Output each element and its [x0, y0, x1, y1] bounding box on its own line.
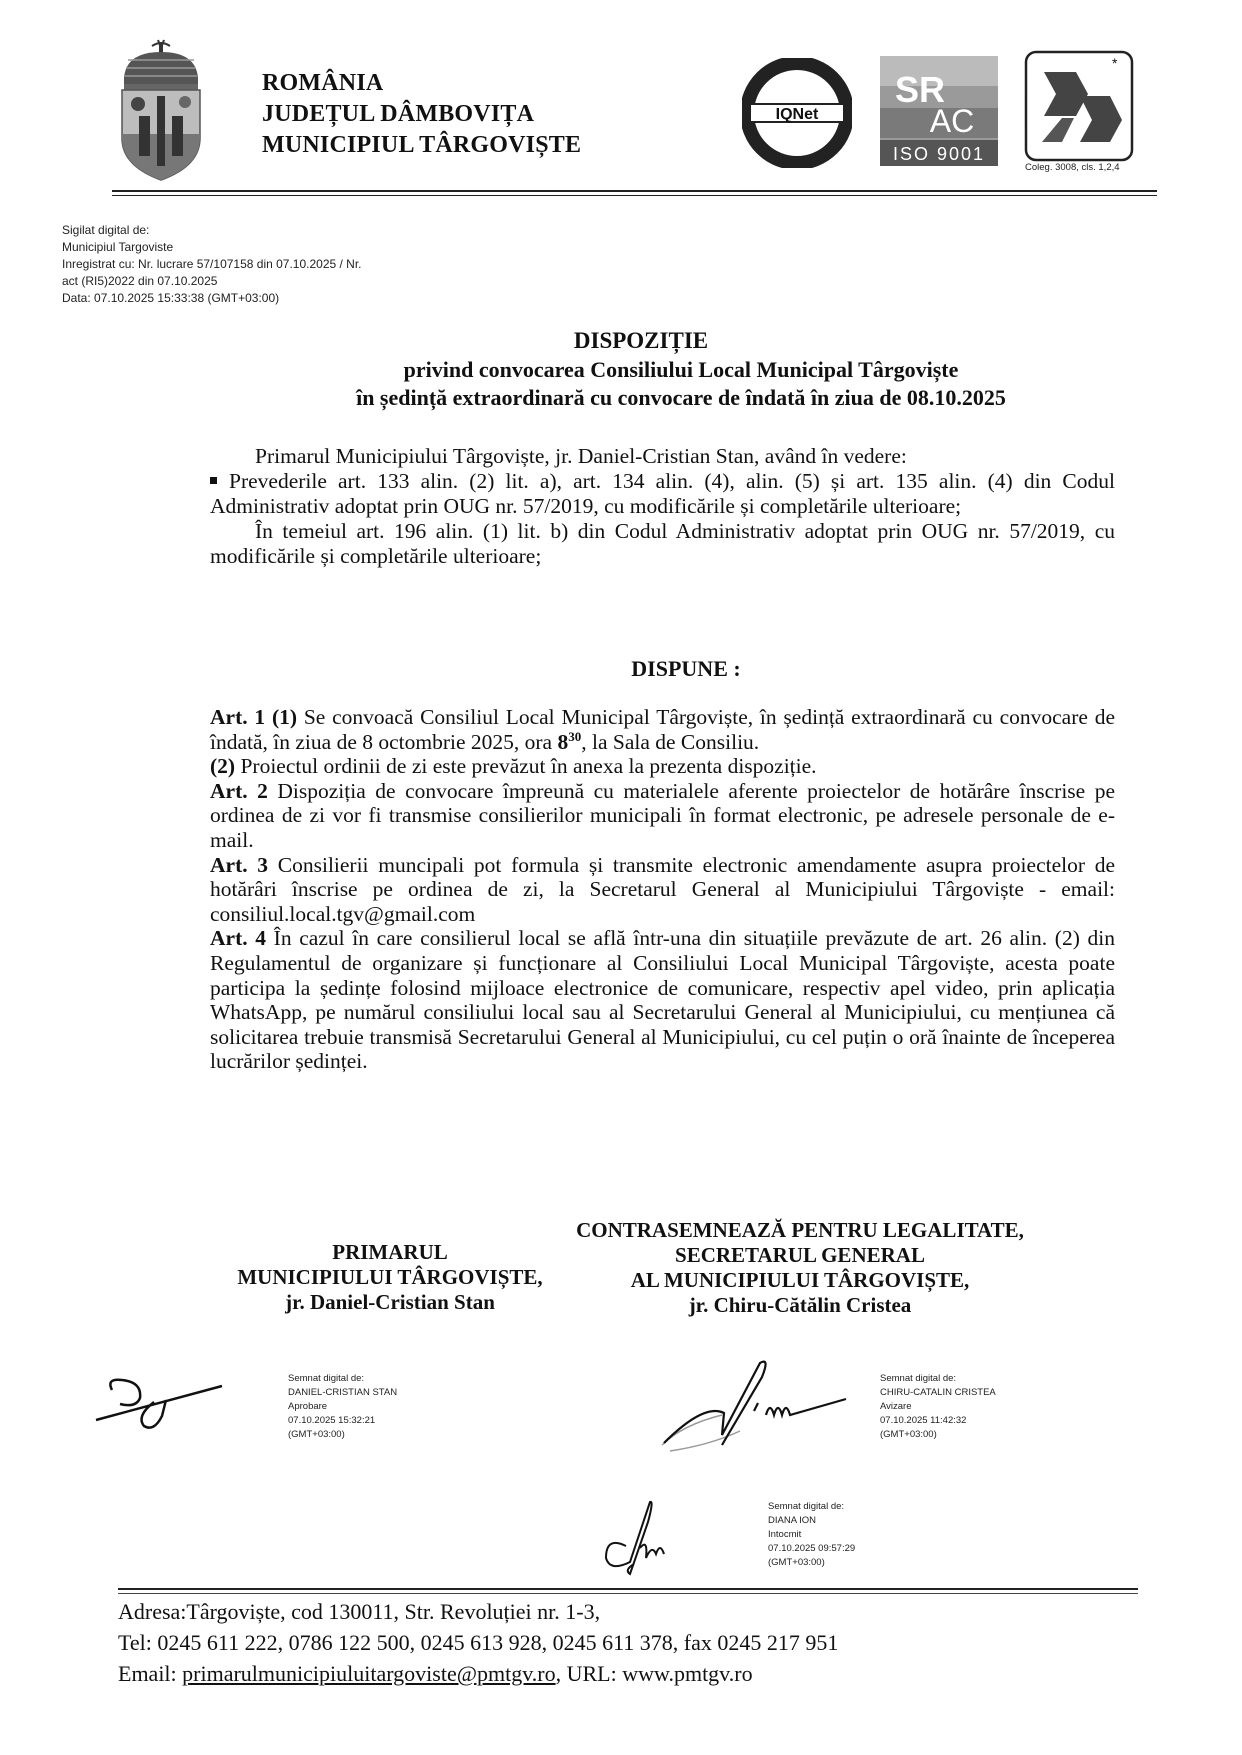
secretary-handwritten-signature-icon [660, 1355, 850, 1460]
article-1-para-1: Art. 1 (1) Se convoacă Consiliul Local Municipal Târgoviște, în ședință extraordinară cu convocare de îndată, în ziua de 8 octombrie 2025, ora $8^{30}$, la Sala de Consiliu. [210, 705, 1116, 754]
srac-iso9001-logo [880, 56, 998, 166]
countersign-label: CONTRASEMNEAZĂ PENTRU LEGALITATE, [576, 1218, 1024, 1242]
articles [210, 705, 1115, 1074]
mayor-signature-block [205, 1240, 575, 1315]
quality-star-logo [1024, 50, 1134, 162]
document-title [0, 326, 1242, 412]
svg-text:ISO 9001: ISO 9001 [892, 144, 986, 164]
footer-address: Adresa:Târgoviște, cod 130011, Str. Revoluției nr. 1-3, [118, 1599, 601, 1624]
title-subtitle-1: privind convocarea Consiliului Local Municipal Târgoviște [403, 357, 959, 382]
header-divider [112, 190, 1157, 192]
iqnet-certification-logo [742, 58, 852, 168]
header-divider-thin [112, 195, 1157, 196]
logo-caption: Coleg. 3008, cls. 1,2,4 [1025, 162, 1120, 173]
svg-text:AC: AC [929, 103, 975, 139]
secretary-digital-signature: Semnat digital de: CHIRU-CATALIN CRISTEA Avizare 07.10.2025 11:42:32 (GMT+03:00) [880, 1373, 996, 1440]
coat-of-arms-icon [118, 38, 204, 182]
footer-email-link[interactable]: primarulmunicipiuluitargoviste@pmtgv.ro [182, 1661, 556, 1686]
dispune-heading: DISPUNE : [631, 656, 741, 681]
article-4: Art. 4 În cazul în care consilierul local se află într-una din situațiile prevăzute de art. 26 alin. (2) din Regulamentul de organizare și funcționare al Consiliului Local Municipal Târgoviște, acesta poate participa la ședințe folosind mijloace electronice de comunicare, respectiv apel video, prin aplicația WhatsApp, pe numărul consiliului local sau al Secretarului General al Municipiului, cu mențiunea că solicitarea trebuie transmisă Secretarului General al Municipiului, cu cel puțin o oră înainte de începerea lucrărilor ședinței. [210, 926, 1115, 1074]
footer-email-url: Email: primarulmunicipiuluitargoviste@pmtgv.ro, URL: www.pmtgv.ro [118, 1661, 753, 1686]
digital-seal-info [62, 222, 362, 307]
bullet-icon [210, 477, 217, 484]
mayor-institution: MUNICIPIULUI TÂRGOVIȘTE, [237, 1265, 543, 1289]
svg-text:IQNet: IQNet [775, 106, 819, 123]
county-name: JUDEȚUL DÂMBOVIȚA [262, 101, 535, 127]
mayor-name: jr. Daniel-Cristian Stan [285, 1290, 495, 1314]
seal-date: Data: 07.10.2025 15:33:38 (GMT+03:00) [62, 291, 280, 305]
article-1-para-2: (2) Proiectul ordinii de zi este prevăzut în anexa la prezenta dispoziție. [210, 754, 817, 779]
secretary-title: SECRETARUL GENERAL [675, 1243, 925, 1267]
preamble-bullet [210, 469, 1115, 519]
seal-act-number: act (RI5)2022 din 07.10.2025 [62, 274, 218, 288]
municipality-name: MUNICIPIUL TÂRGOVIȘTE [262, 132, 582, 158]
article-3: Art. 3 Consilierii muncipali pot formula și transmite electronic amendamente asupra proiectelor de hotărâri înscrise pe ordinea de zi, la Secretarul General al Municipiului Târgoviște - email: consiliul.local.tgv@gmail.com [210, 852, 1116, 926]
article-2: Art. 2 Dispoziția de convocare împreună cu materialele aferente proiectelor de hotărâre înscrise pe ordinea de zi vor fi transmise consilierilor municipali în format electronic, pe adresele personale de e-mail. [210, 778, 1116, 852]
preamble [210, 444, 1115, 569]
preamble-bullet-text: Prevederile art. 133 alin. (2) lit. a), art. 134 alin. (4), alin. (5) și art. 135 alin. (4) din Codul Administrativ adoptat prin OUG nr. 57/2019, cu modificările și completările ulterioare; [210, 469, 1115, 518]
footer-contact [118, 1596, 838, 1689]
secretary-name: jr. Chiru-Cătălin Cristea [688, 1293, 912, 1317]
mayor-digital-signature: Semnat digital de: DANIEL-CRISTIAN STAN Aprobare 07.10.2025 15:32:21 (GMT+03:00) [288, 1373, 398, 1440]
mayor-handwritten-signature-icon [92, 1368, 232, 1443]
seal-label: Sigilat digital de: [62, 223, 150, 237]
title-main: DISPOZIȚIE [573, 328, 709, 353]
footer-url-link[interactable]: www.pmtgv.ro [622, 1661, 753, 1686]
footer-phones: Tel: 0245 611 222, 0786 122 500, 0245 613 928, 0245 611 378, fax 0245 217 951 [118, 1630, 839, 1655]
seal-registration: Inregistrat cu: Nr. lucrare 57/107158 din 07.10.2025 / Nr. [62, 257, 362, 271]
footer-divider [118, 1588, 1138, 1590]
svg-text:SR: SR [894, 69, 946, 110]
title-subtitle-2: în ședință extraordinară cu convocare de îndată în ziua de 08.10.2025 [356, 385, 1006, 410]
country-name: ROMÂNIA [262, 70, 384, 96]
secretary-signature-block [530, 1218, 1070, 1318]
secretary-institution: AL MUNICIPIULUI TÂRGOVIȘTE, [630, 1268, 970, 1292]
drafter-handwritten-signature-icon [600, 1498, 680, 1583]
preamble-basis: În temeiul art. 196 alin. (1) lit. b) din Codul Administrativ adoptat prin OUG nr. 57/2019, cu modificările și completările ulterioare; [210, 519, 1115, 568]
institution-header [262, 68, 581, 161]
preamble-intro: Primarul Municipiului Târgoviște, jr. Daniel-Cristian Stan, având în vedere: [255, 444, 907, 468]
svg-text:*: * [1112, 55, 1118, 71]
footer-divider-thin [118, 1593, 1138, 1594]
seal-issuer: Municipiul Targoviste [62, 240, 174, 254]
drafter-digital-signature: Semnat digital de: DIANA ION Intocmit 07.10.2025 09:57:29 (GMT+03:00) [768, 1501, 856, 1568]
mayor-title: PRIMARUL [332, 1240, 448, 1264]
